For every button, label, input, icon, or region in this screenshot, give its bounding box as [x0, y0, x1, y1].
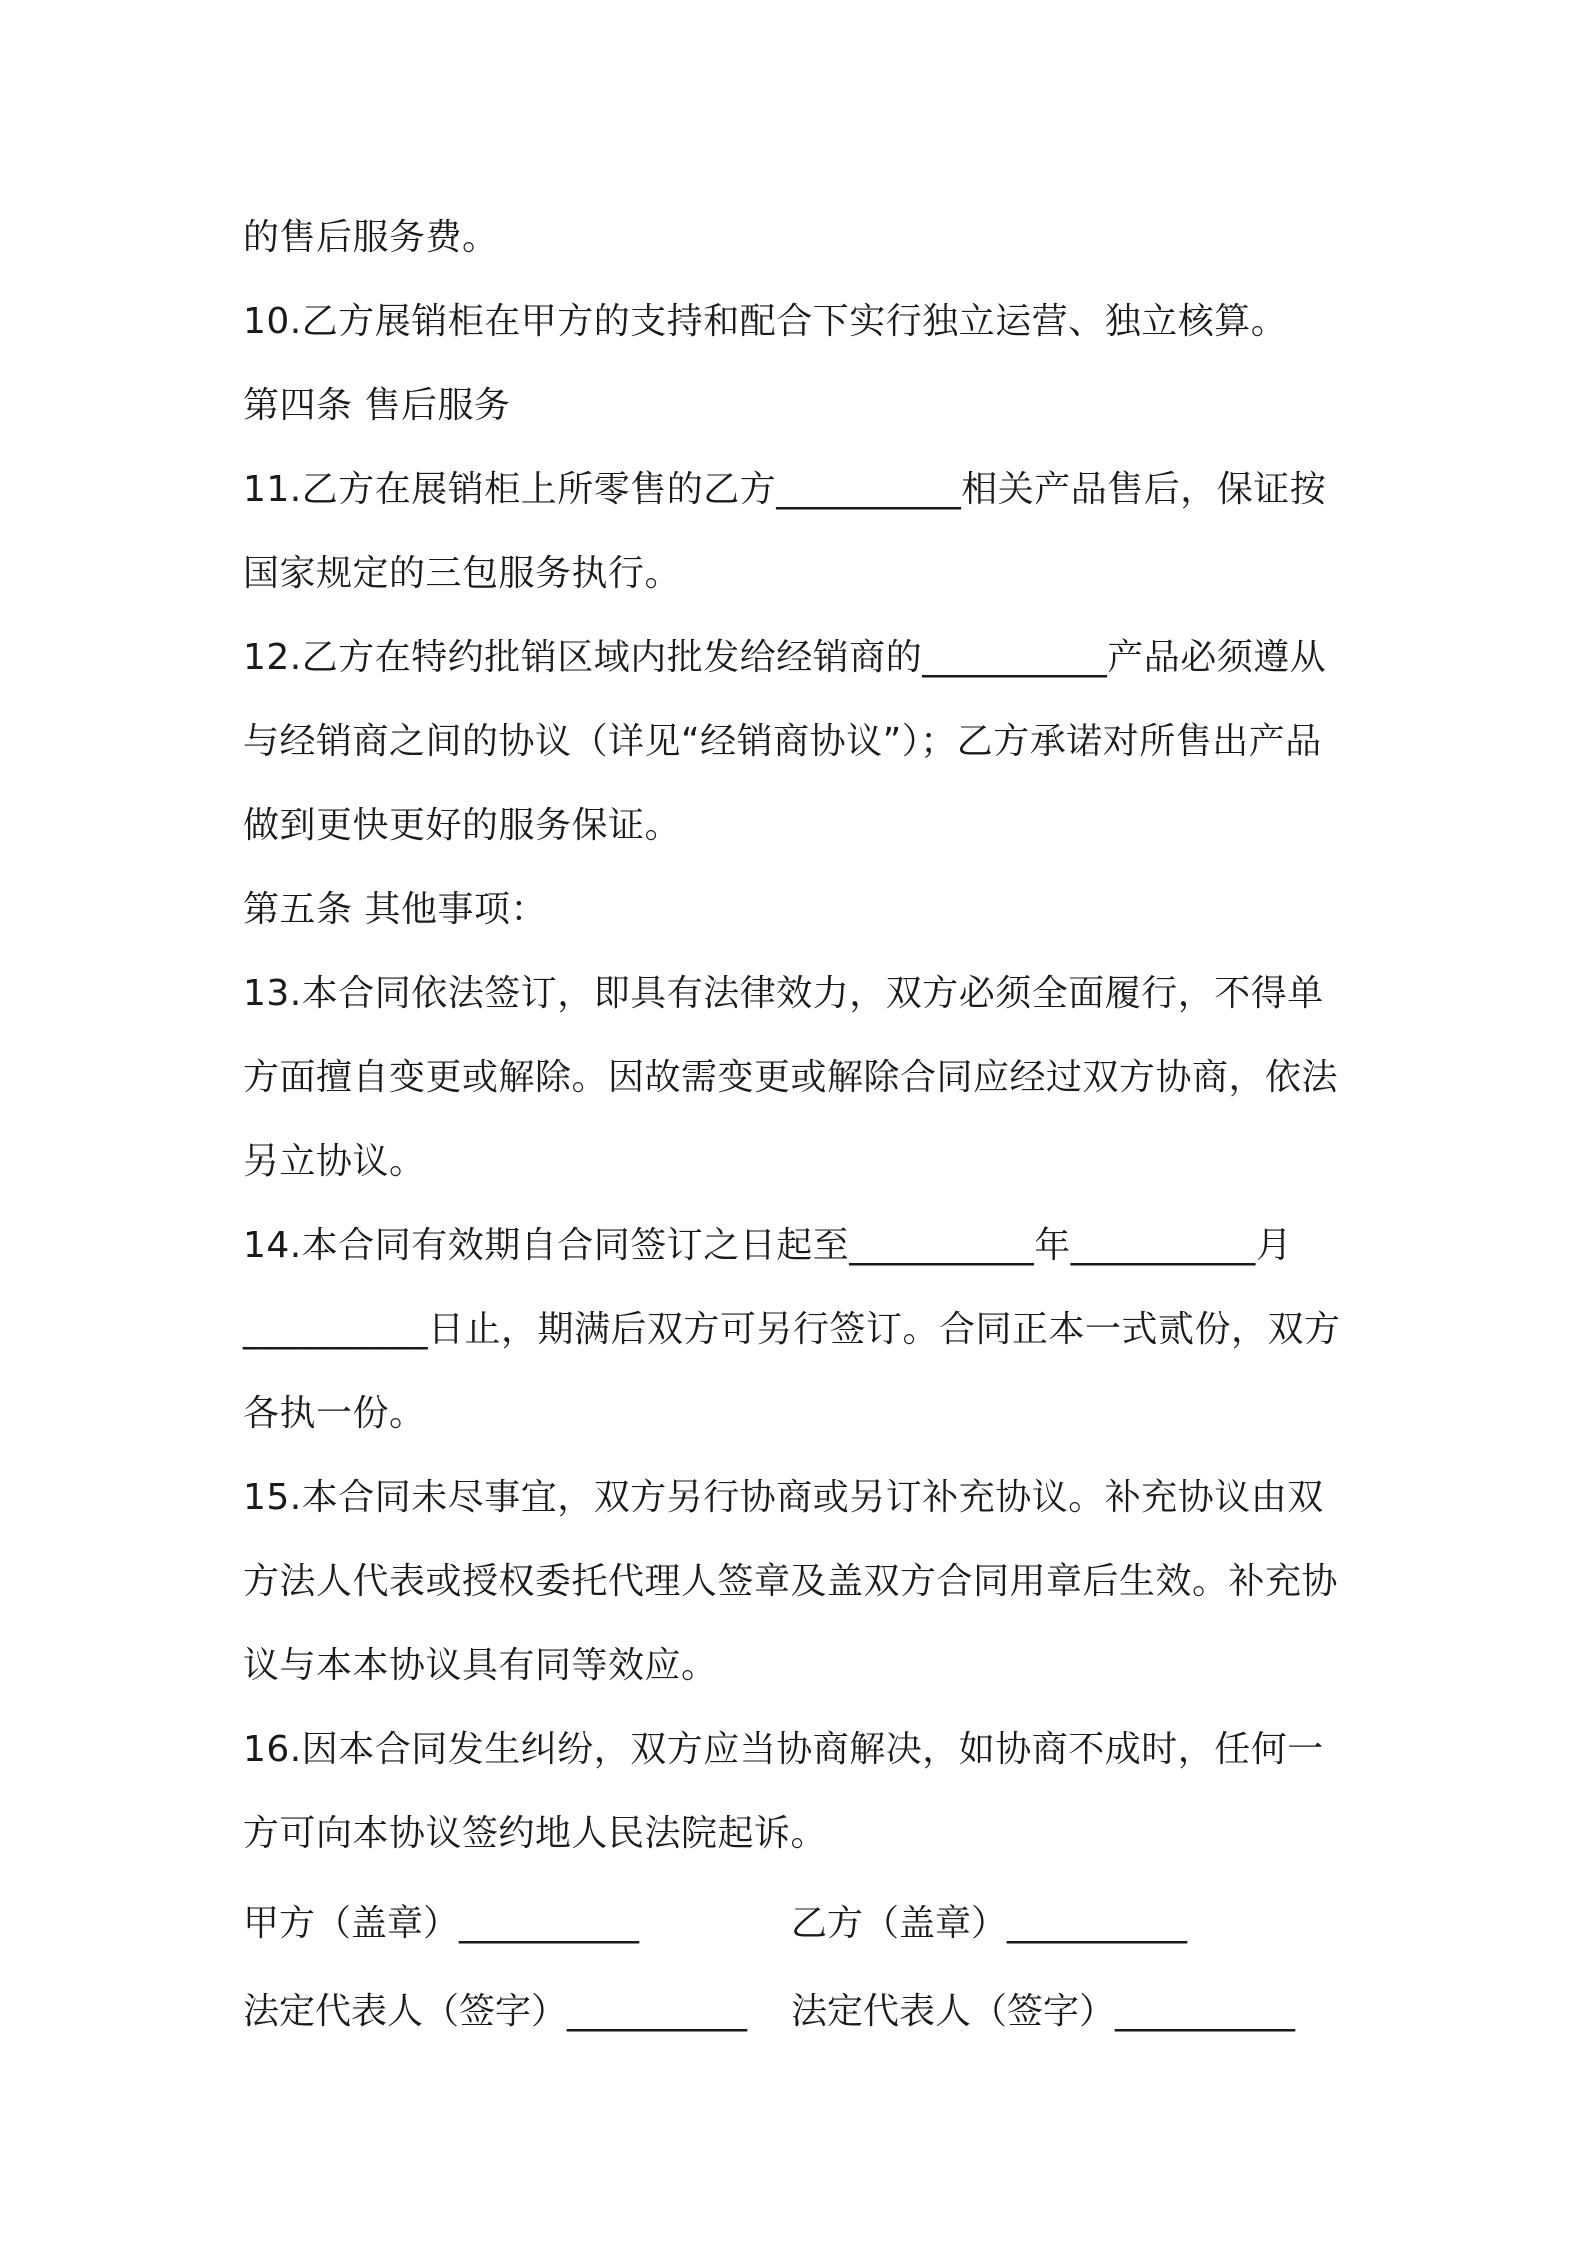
text-line: 另立协议。	[243, 1141, 426, 1182]
text-line: 国家规定的三包服务执行。	[243, 553, 682, 594]
text-line: 各执一份。	[243, 1393, 426, 1434]
party-b-representative-field: 法定代表人（签字）__________	[791, 1991, 1296, 2032]
text-line: 做到更快更好的服务保证。	[243, 805, 682, 846]
section-heading-5: 第五条 其他事项：	[243, 889, 547, 930]
party-a-seal-field: 甲方（盖章）__________	[243, 1903, 640, 1944]
clause-11: 11.乙方在展销柜上所零售的乙方__________相关产品售后，保证按	[243, 469, 1327, 510]
text-line: 议与本本协议具有同等效应。	[243, 1645, 718, 1686]
seal-row	[243, 1880, 1358, 1968]
text-line: 方法人代表或授权委托代理人签章及盖双方合同用章后生效。补充协	[243, 1561, 1339, 1602]
clause-13: 13.本合同依法签订，即具有法律效力，双方必须全面履行，不得单	[243, 973, 1324, 1014]
text-line: 方可向本协议签约地人民法院起诉。	[243, 1813, 828, 1854]
party-a-representative-field: 法定代表人（签字）__________	[243, 1991, 748, 2032]
clause-14: 14.本合同有效期自合同签订之日起至__________年__________月	[243, 1225, 1293, 1266]
text-line: 与经销商之间的协议（详见“经销商协议”）；乙方承诺对所售出产品	[243, 721, 1322, 762]
clause-15: 15.本合同未尽事宜，双方另行协商或另订补充协议。补充协议由双	[243, 1477, 1324, 1518]
party-b-seal-field: 乙方（盖章）__________	[791, 1903, 1188, 1944]
clause-16: 16.因本合同发生纠纷，双方应当协商解决，如协商不成时，任何一	[243, 1729, 1324, 1770]
text-line: __________日止，期满后双方可另行签订。合同正本一式贰份，双方	[243, 1309, 1341, 1350]
text-line: 的售后服务费。	[243, 217, 499, 258]
representative-row	[243, 1968, 1358, 2056]
clause-10: 10.乙方展销柜在甲方的支持和配合下实行独立运营、独立核算。	[243, 301, 1288, 342]
text-line: 方面擅自变更或解除。因故需变更或解除合同应经过双方协商，依法	[243, 1057, 1339, 1098]
section-heading-4: 第四条 售后服务	[243, 385, 511, 426]
document-body	[243, 196, 1358, 2056]
clause-12: 12.乙方在特约批销区域内批发给经销商的__________产品必须遵从	[243, 637, 1327, 678]
